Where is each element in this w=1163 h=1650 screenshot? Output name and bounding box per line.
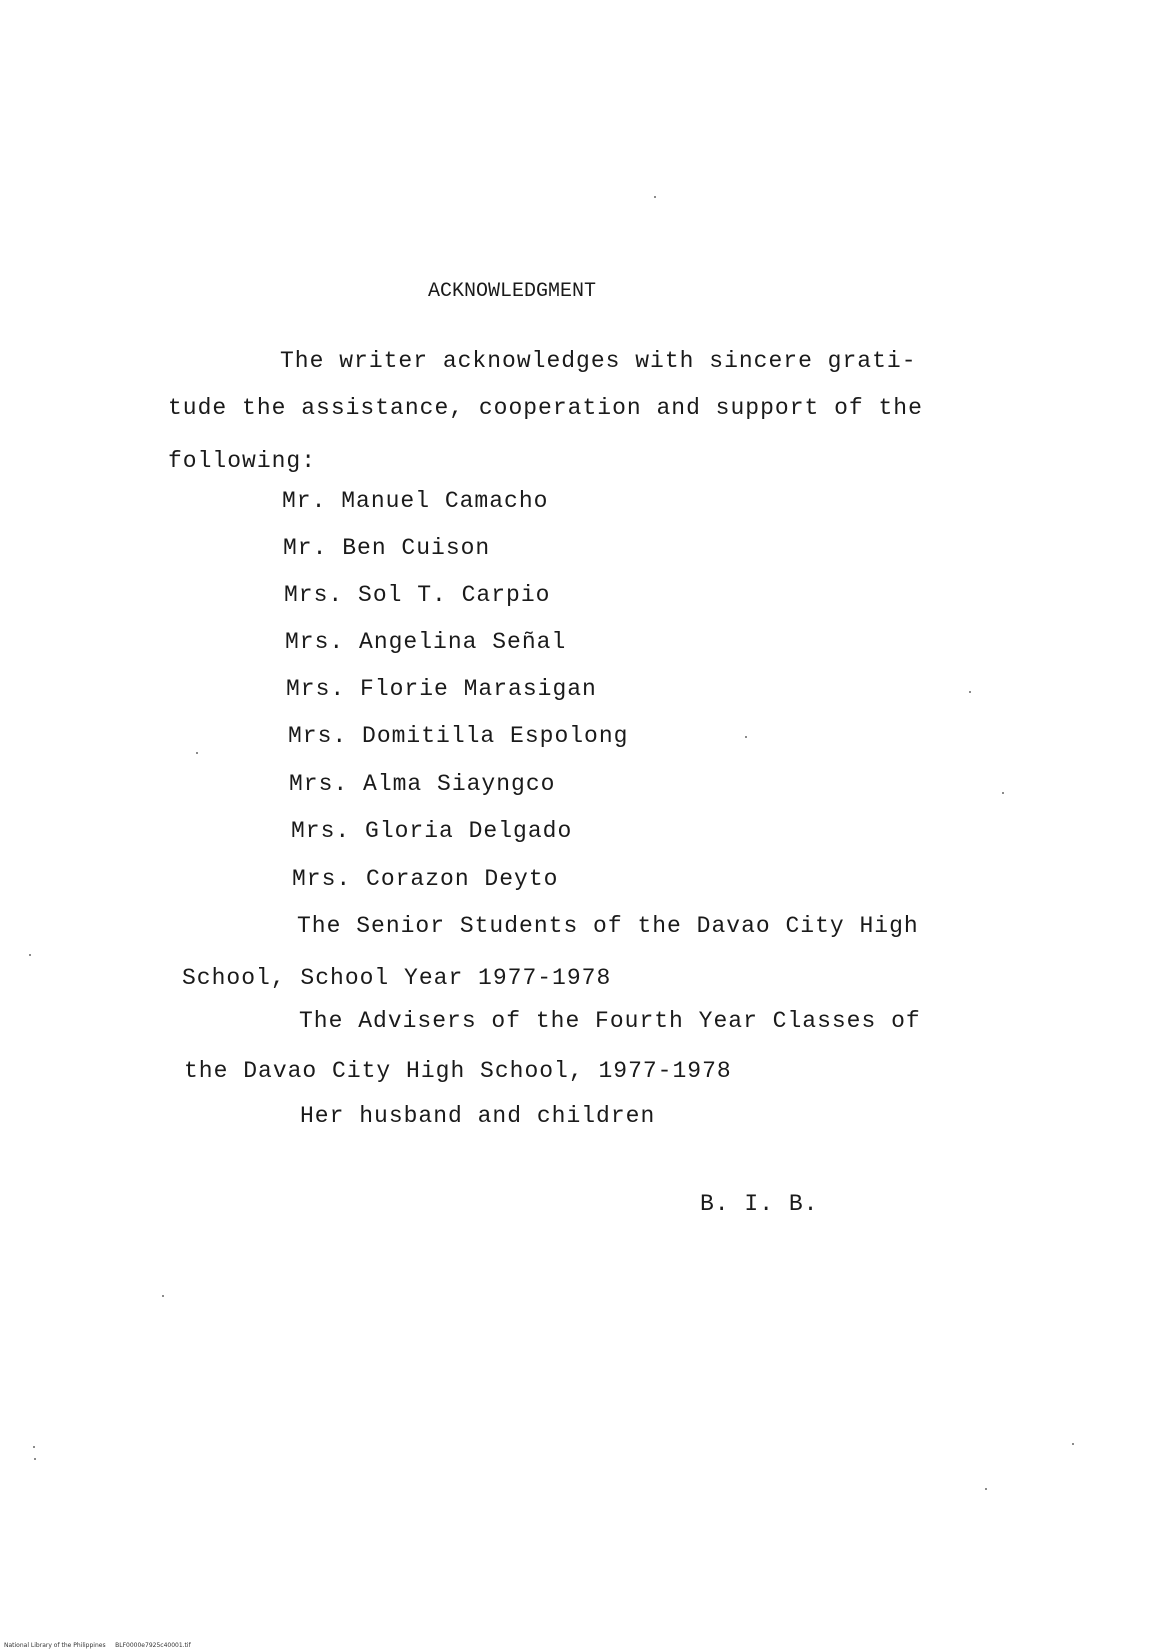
page-title: ACKNOWLEDGMENT xyxy=(428,280,597,303)
scan-speck xyxy=(34,1458,36,1460)
scan-speck xyxy=(1072,1443,1074,1445)
scan-speck xyxy=(969,691,971,693)
name-item: Mrs. Florie Marasigan xyxy=(286,676,597,702)
archive-footer xyxy=(4,1642,191,1649)
scan-speck xyxy=(33,1446,35,1448)
name-item: Mrs. Corazon Deyto xyxy=(292,866,559,892)
intro-line-2: tude the assistance, cooperation and support of the xyxy=(168,395,923,421)
scan-speck xyxy=(1002,792,1004,794)
group-line: The Senior Students of the Davao City High xyxy=(297,913,919,939)
name-item: Mr. Ben Cuison xyxy=(283,535,491,561)
file-code: BLF0000e7925c40001.tif xyxy=(115,1642,191,1649)
name-item: Mrs. Sol T. Carpio xyxy=(284,582,551,608)
name-item: Mrs. Gloria Delgado xyxy=(291,818,573,844)
scan-speck xyxy=(29,954,31,956)
scan-speck xyxy=(745,736,747,738)
library-credit: National Library of the Philippines xyxy=(4,1642,106,1649)
intro-line-3: following: xyxy=(168,448,317,474)
signature-initials: B. I. B. xyxy=(700,1191,819,1217)
scan-speck xyxy=(162,1295,164,1297)
group-line: the Davao City High School, 1977-1978 xyxy=(184,1058,732,1084)
intro-line-1: The writer acknowledges with sincere grati- xyxy=(280,348,917,374)
group-line: Her husband and children xyxy=(300,1103,656,1129)
scan-speck xyxy=(196,752,198,754)
name-item: Mrs. Alma Siayngco xyxy=(289,771,556,797)
scan-speck xyxy=(654,196,656,198)
name-item: Mr. Manuel Camacho xyxy=(282,488,549,514)
group-line: School, School Year 1977-1978 xyxy=(182,965,612,991)
name-item: Mrs. Angelina Señal xyxy=(285,629,567,655)
name-item: Mrs. Domitilla Espolong xyxy=(288,723,629,749)
scan-speck xyxy=(985,1488,987,1490)
group-line: The Advisers of the Fourth Year Classes of xyxy=(299,1008,921,1034)
